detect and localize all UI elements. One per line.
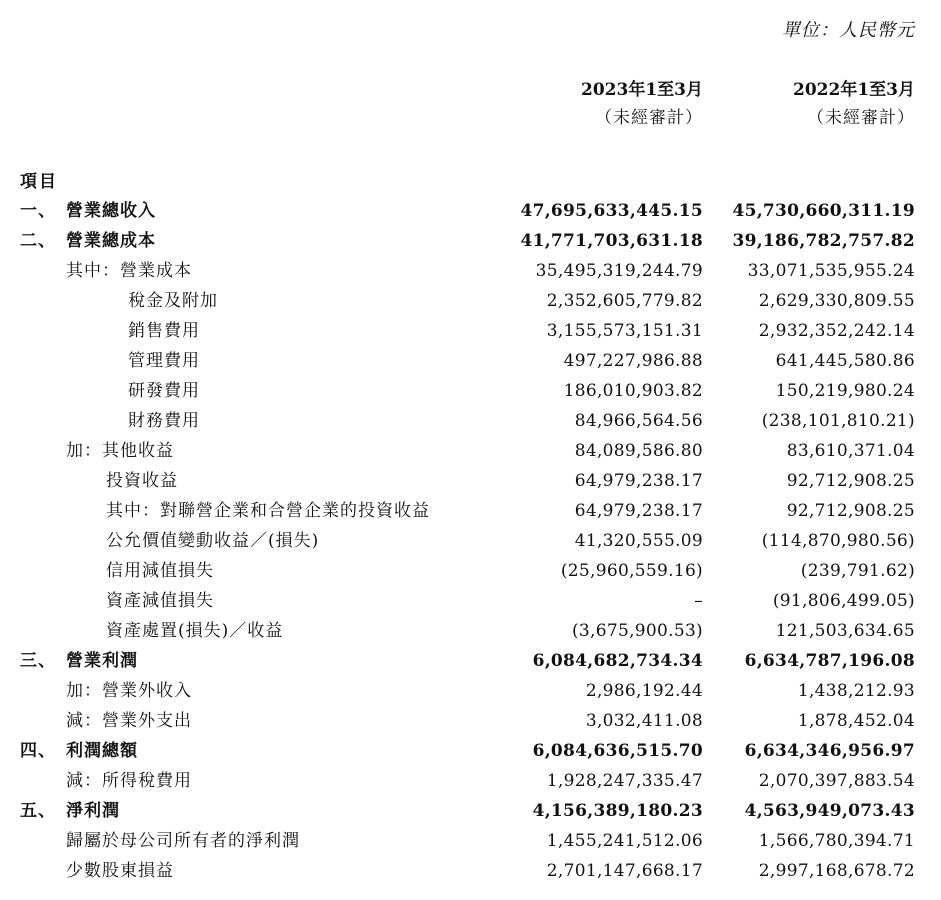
value-2022: 4,563,949,073.43 — [744, 801, 915, 821]
unit-label: 單位：人民幣元 — [782, 20, 915, 41]
value-2022: 2,932,352,242.14 — [758, 321, 915, 341]
value-2022: 150,219,980.24 — [775, 381, 915, 401]
row-label: 加：營業外收入 — [66, 681, 192, 701]
value-2023: 41,320,555.09 — [574, 531, 703, 551]
value-2022: 1,566,780,394.71 — [758, 831, 915, 851]
row-label: 營業總成本 — [66, 231, 156, 251]
value-2023: 2,352,605,779.82 — [546, 291, 703, 311]
section-number: 二、 — [20, 231, 56, 251]
row-label: 減：營業外支出 — [66, 711, 192, 731]
value-2022: (114,870,980.56) — [761, 531, 915, 551]
table-row — [0, 826, 941, 856]
table-row — [0, 856, 941, 886]
value-2023: 1,455,241,512.06 — [546, 831, 703, 851]
value-2023: 2,986,192.44 — [585, 681, 703, 701]
value-2022: 39,186,782,757.82 — [732, 231, 915, 251]
table-row — [0, 556, 941, 586]
row-label: 管理費用 — [128, 351, 200, 371]
value-2023: 3,155,573,151.31 — [546, 321, 703, 341]
row-label: 銷售費用 — [128, 321, 200, 341]
column-audit-2023: （未經審計） — [595, 108, 703, 128]
row-label: 營業總收入 — [66, 201, 156, 221]
column-header-2023 — [581, 76, 703, 132]
table-row — [0, 706, 941, 736]
table-row — [0, 406, 941, 436]
value-2023: (3,675,900.53) — [571, 621, 703, 641]
row-label: 加：其他收益 — [66, 441, 174, 461]
table-row — [0, 526, 941, 556]
value-2022: 83,610,371.04 — [786, 441, 915, 461]
table-row — [0, 646, 941, 676]
value-2022: 2,070,397,883.54 — [758, 771, 915, 791]
row-label: 投資收益 — [106, 471, 178, 491]
row-label: 利潤總額 — [66, 741, 138, 761]
table-row — [0, 586, 941, 616]
table-row — [0, 436, 941, 466]
row-label: 研發費用 — [128, 381, 200, 401]
value-2022: 121,503,634.65 — [775, 621, 915, 641]
value-2023: 84,089,586.80 — [574, 441, 703, 461]
table-row — [0, 226, 941, 256]
value-2022: 2,997,168,678.72 — [758, 861, 915, 881]
value-2023: – — [694, 591, 703, 611]
table-row — [0, 286, 941, 316]
income-statement-table — [0, 196, 941, 886]
value-2022: 33,071,535,955.24 — [747, 261, 915, 281]
value-2022: 6,634,346,956.97 — [744, 741, 915, 761]
value-2022: (91,806,499.05) — [772, 591, 915, 611]
value-2022: 641,445,580.86 — [775, 351, 915, 371]
value-2023: 41,771,703,631.18 — [520, 231, 703, 251]
value-2022: 92,712,908.25 — [786, 501, 915, 521]
section-number: 四、 — [20, 741, 56, 761]
table-row — [0, 796, 941, 826]
row-label: 其中：對聯營企業和合營企業的投資收益 — [106, 501, 430, 521]
value-2023: 6,084,682,734.34 — [532, 651, 703, 671]
section-number: 三、 — [20, 651, 56, 671]
value-2023: 64,979,238.17 — [574, 471, 703, 491]
table-row — [0, 316, 941, 346]
value-2023: 64,979,238.17 — [574, 501, 703, 521]
value-2023: 35,495,319,244.79 — [535, 261, 703, 281]
column-audit-2022: （未經審計） — [807, 108, 915, 128]
value-2023: 47,695,633,445.15 — [520, 201, 703, 221]
value-2022: 92,712,908.25 — [786, 471, 915, 491]
value-2023: 84,966,564.56 — [574, 411, 703, 431]
column-period-2022: 2022年1至3月 — [793, 80, 915, 100]
table-row — [0, 496, 941, 526]
value-2023: 6,084,636,515.70 — [532, 741, 703, 761]
row-label: 公允價值變動收益／(損失) — [106, 531, 320, 551]
row-label: 其中：營業成本 — [66, 261, 192, 281]
value-2022: 45,730,660,311.19 — [732, 201, 915, 221]
section-number: 一、 — [20, 201, 56, 221]
row-label: 資產處置(損失)／收益 — [106, 621, 284, 641]
column-period-2023: 2023年1至3月 — [581, 80, 703, 100]
value-2022: 1,878,452.04 — [797, 711, 915, 731]
row-label: 淨利潤 — [66, 801, 120, 821]
table-row — [0, 376, 941, 406]
value-2023: 4,156,389,180.23 — [532, 801, 703, 821]
row-label: 資產減值損失 — [106, 591, 214, 611]
value-2023: 497,227,986.88 — [563, 351, 703, 371]
table-row — [0, 196, 941, 226]
value-2022: 2,629,330,809.55 — [758, 291, 915, 311]
table-row — [0, 616, 941, 646]
column-header-2022 — [793, 76, 915, 132]
table-row — [0, 736, 941, 766]
table-row — [0, 466, 941, 496]
table-row — [0, 256, 941, 286]
value-2023: (25,960,559.16) — [560, 561, 703, 581]
value-2023: 2,701,147,668.17 — [546, 861, 703, 881]
row-label: 營業利潤 — [66, 651, 138, 671]
value-2022: 6,634,787,196.08 — [744, 651, 915, 671]
value-2023: 1,928,247,335.47 — [546, 771, 703, 791]
row-label: 減：所得稅費用 — [66, 771, 192, 791]
value-2022: (239,791.62) — [800, 561, 915, 581]
value-2022: (238,101,810.21) — [761, 411, 915, 431]
row-label: 少數股東損益 — [66, 861, 174, 881]
value-2022: 1,438,212.93 — [797, 681, 915, 701]
value-2023: 3,032,411.08 — [585, 711, 703, 731]
table-row — [0, 676, 941, 706]
table-row — [0, 346, 941, 376]
row-label: 稅金及附加 — [128, 291, 218, 311]
row-label: 財務費用 — [128, 411, 200, 431]
row-label: 歸屬於母公司所有者的淨利潤 — [66, 831, 300, 851]
section-number: 五、 — [20, 801, 56, 821]
items-header: 項目 — [20, 172, 58, 192]
value-2023: 186,010,903.82 — [563, 381, 703, 401]
row-label: 信用減值損失 — [106, 561, 214, 581]
table-row — [0, 766, 941, 796]
